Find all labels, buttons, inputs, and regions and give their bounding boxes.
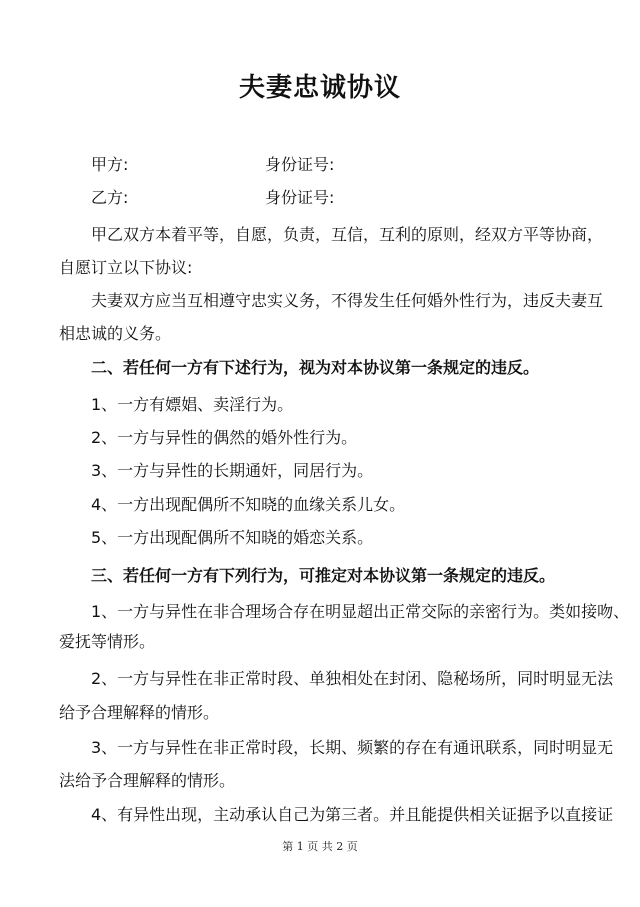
preamble-line-2: 自愿订立以下协议:	[59, 258, 193, 277]
section-2-item: 4、一方出现配偶所不知晓的血缘关系儿女。	[91, 495, 406, 514]
preamble-line-1: 甲乙双方本着平等，自愿，负责，互信，互利的原则，经双方平等协商，	[91, 225, 604, 244]
section-3-item-1-line-2: 爱抚等情形。	[59, 632, 156, 651]
section-3-heading: 三、若任何一方有下列行为，可推定对本协议第一条规定的违反。	[91, 566, 556, 585]
section-3-item-3-line-1: 3、一方与异性在非正常时段，长期、频繁的存在有通讯联系，同时明显无	[91, 738, 614, 757]
section-2-heading: 二、若任何一方有下述行为，视为对本协议第一条规定的违反。	[91, 358, 540, 377]
section-2-item: 2、一方与异性的偶然的婚外性行为。	[91, 428, 358, 447]
section-3-item-2-line-2: 给予合理解释的情形。	[59, 703, 220, 722]
section-3-item-1-line-1: 1、一方与异性在非合理场合存在明显超出正常交际的亲密行为。类如接吻、	[91, 602, 630, 621]
page-number-footer: 第 1 页 共 2 页	[282, 840, 358, 853]
section-3-item-2-line-1: 2、一方与异性在非正常时段、单独相处在封闭、隐秘场所，同时明显无法	[91, 669, 614, 688]
section-3-item-3-line-2: 法给予合理解释的情形。	[59, 771, 236, 790]
section-2-item: 3、一方与异性的长期通奸，同居行为。	[91, 461, 374, 480]
party-a-id-label: 身份证号:	[265, 155, 335, 174]
document-title: 夫妻忠诚协议	[238, 73, 401, 103]
party-b-id-label: 身份证号:	[265, 188, 335, 207]
section-2-item: 1、一方有嫖娼、卖淫行为。	[91, 395, 294, 414]
clause-1-line-1: 夫妻双方应当互相遵守忠实义务，不得发生任何婚外性行为，违反夫妻互	[91, 291, 604, 310]
party-b-label: 乙方:	[91, 188, 129, 207]
party-a-label: 甲方:	[91, 155, 129, 174]
section-3-item-4-line-1: 4、有异性出现，主动承认自己为第三者。并且能提供相关证据予以直接证	[91, 805, 614, 824]
clause-1-line-2: 相忠诚的义务。	[59, 324, 172, 343]
section-2-item: 5、一方出现配偶所不知晓的婚恋关系。	[91, 528, 374, 547]
